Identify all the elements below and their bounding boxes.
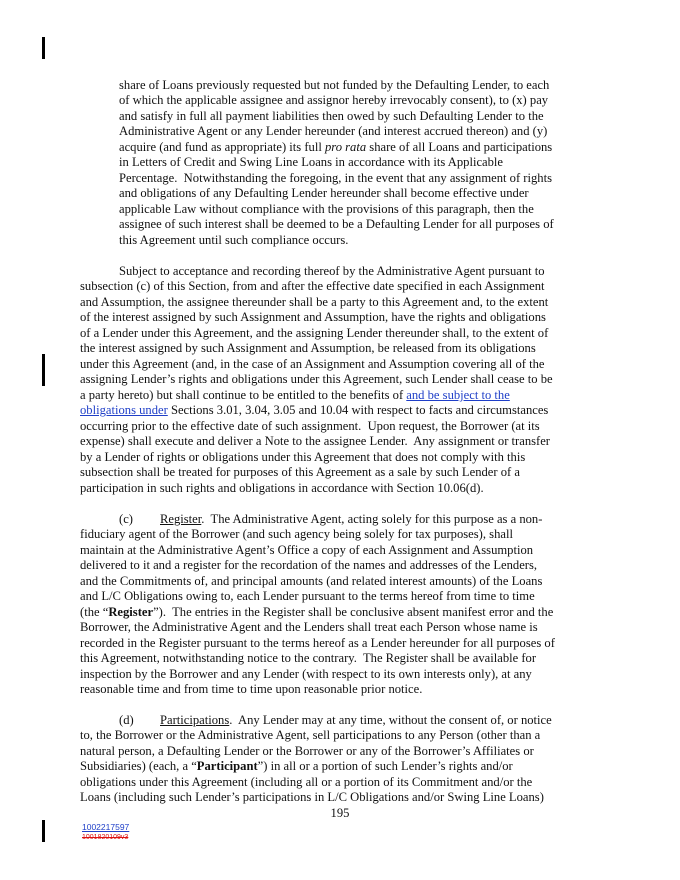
defined-term: Participant	[196, 759, 258, 773]
text-line: and the Commitments of, and principal amounts (and related interest amounts) of the Loans	[80, 574, 543, 588]
text-line: maintain at the Administrative Agent’s Office a copy of each Assignment and Assumption	[80, 543, 534, 557]
text-line: obligations under Sections 3.01, 3.04, 3.05 and 10.04 with respect to facts and circumstances	[80, 403, 549, 417]
inserted-text-link[interactable]: obligations under	[80, 403, 168, 417]
text-line: delivered to it and a register for the recordation of the names and addresses of the Lenders,	[80, 558, 538, 572]
section-marker: (c)	[119, 512, 133, 526]
change-bar	[42, 820, 45, 842]
text-line: Borrower, the Administrative Agent and the Lenders shall treat each Person whose name is	[80, 620, 538, 634]
text-line: obligations under this Agreement (including all or a portion of its Commitment and/or the	[80, 775, 533, 789]
section-marker: (d)	[119, 713, 134, 727]
text-line: expense) shall execute and deliver a Note to the assignee Lender. Any assignment or transfer	[80, 434, 551, 448]
text-line: in Letters of Credit and Swing Line Loans in accordance with its Applicable	[119, 155, 504, 169]
defined-term: Register	[108, 605, 154, 619]
text-line: of a Lender under this Agreement, and the assigning Lender thereunder shall, to the extent of	[80, 326, 549, 340]
inserted-text-link[interactable]: and be subject to the	[406, 388, 510, 402]
text-line: assigning Lender’s rights and obligations under this Agreement, such Lender shall cease to be	[80, 372, 553, 386]
text-line: acquire (and fund as appropriate) its full pro rata share of all Loans and participations	[119, 140, 553, 154]
text-line: subsection shall be treated for purposes of this Agreement as a sale by such Lender of a	[80, 465, 520, 479]
text-line: of which the applicable assignee and assignor hereby irrevocably consent), to (x) pay	[119, 93, 549, 107]
text-line: by a Lender of rights or obligations under this Agreement that does not comply with this	[80, 450, 526, 464]
text-line: fiduciary agent of the Borrower (and such agency being solely for tax purposes), shall	[80, 527, 513, 541]
text-line: Subject to acceptance and recording thereof by the Administrative Agent pursuant to	[119, 264, 545, 278]
text-line: Loans (including such Lender’s participations in L/C Obligations and/or Swing Line Loans)	[80, 790, 544, 804]
text-line: of the interest assigned by such Assignment and Assumption, have the rights and obligations	[80, 310, 546, 324]
text-line: Register. The Administrative Agent, acting solely for this purpose as a non-	[160, 512, 543, 526]
text-line: recorded in the Register pursuant to the terms hereof as a Lender hereunder for all purposes of	[80, 636, 555, 650]
text-line: participation in such rights and obligations in accordance with Section 10.06(d).	[80, 481, 484, 495]
text-line: reasonable time and from time to time upon reasonable prior notice.	[80, 682, 423, 696]
text-line: Participations. Any Lender may at any time, without the consent of, or notice	[160, 713, 552, 727]
text-line: a party hereto) but shall continue to be entitled to the benefits of and be subject to the	[80, 388, 510, 402]
change-bar	[42, 354, 45, 386]
text-line: this Agreement until such compliance occurs.	[119, 233, 349, 247]
text-line: share of Loans previously requested but not funded by the Defaulting Lender, to each	[119, 78, 550, 92]
document-id: 1002217597	[82, 822, 130, 832]
text-line: Percentage. Notwithstanding the foregoing, in the event that any assignment of rights	[119, 171, 552, 185]
text-line: applicable Law without compliance with the provisions of this paragraph, then the	[119, 202, 534, 216]
text-line: assignee of such interest shall be deemed to be a Defaulting Lender for all purposes of	[119, 217, 554, 231]
change-bar	[42, 37, 45, 59]
text-line: and Assumption, the assignee thereunder shall be a party to this Agreement and, to the extent	[80, 295, 549, 309]
text-line: inspection by the Borrower and any Lender (with respect to its own interests only), at any	[80, 667, 532, 681]
section-heading: Register	[160, 512, 202, 526]
text-line: subsection (c) of this Section, from and after the effective date specified in each Assignment	[80, 279, 545, 293]
document-id-deleted: 1001820109v3	[82, 834, 129, 841]
text-line: Subsidiaries) (each, a “Participant”) in all or a portion of such Lender’s rights and/or	[80, 759, 513, 773]
text-line: and satisfy in full all payment liabilities then owed by such Defaulting Lender to the	[119, 109, 544, 123]
text-line: occurring prior to the effective date of such assignment. Upon request, the Borrower (at its	[80, 419, 540, 433]
text-line: and L/C Obligations owing to, each Lender pursuant to the terms hereof from time to time	[80, 589, 535, 603]
page-number: 195	[330, 806, 350, 820]
text-line: Administrative Agent or any Lender hereunder (and interest accrued thereon) and (y)	[119, 124, 548, 138]
text-line: to, the Borrower or the Administrative Agent, sell participations to any Person (other than a	[80, 728, 541, 742]
section-heading: Participations	[160, 713, 230, 727]
text-line: natural person, a Defaulting Lender or the Borrower or any of the Borrower’s Affiliates or	[80, 744, 534, 758]
text-line: under this Agreement (and, in the case of an Assignment and Assumption covering all of the	[80, 357, 545, 371]
text-line: this Agreement, notwithstanding notice to the contrary. The Register shall be available for	[80, 651, 537, 665]
text-line: the interest assigned by such Assignment and Assumption, be released from its obligations	[80, 341, 536, 355]
text-line: (the “Register”). The entries in the Register shall be conclusive absent manifest error and the	[80, 605, 554, 619]
text-line: and obligations of any Defaulting Lender hereunder shall become effective under	[119, 186, 529, 200]
